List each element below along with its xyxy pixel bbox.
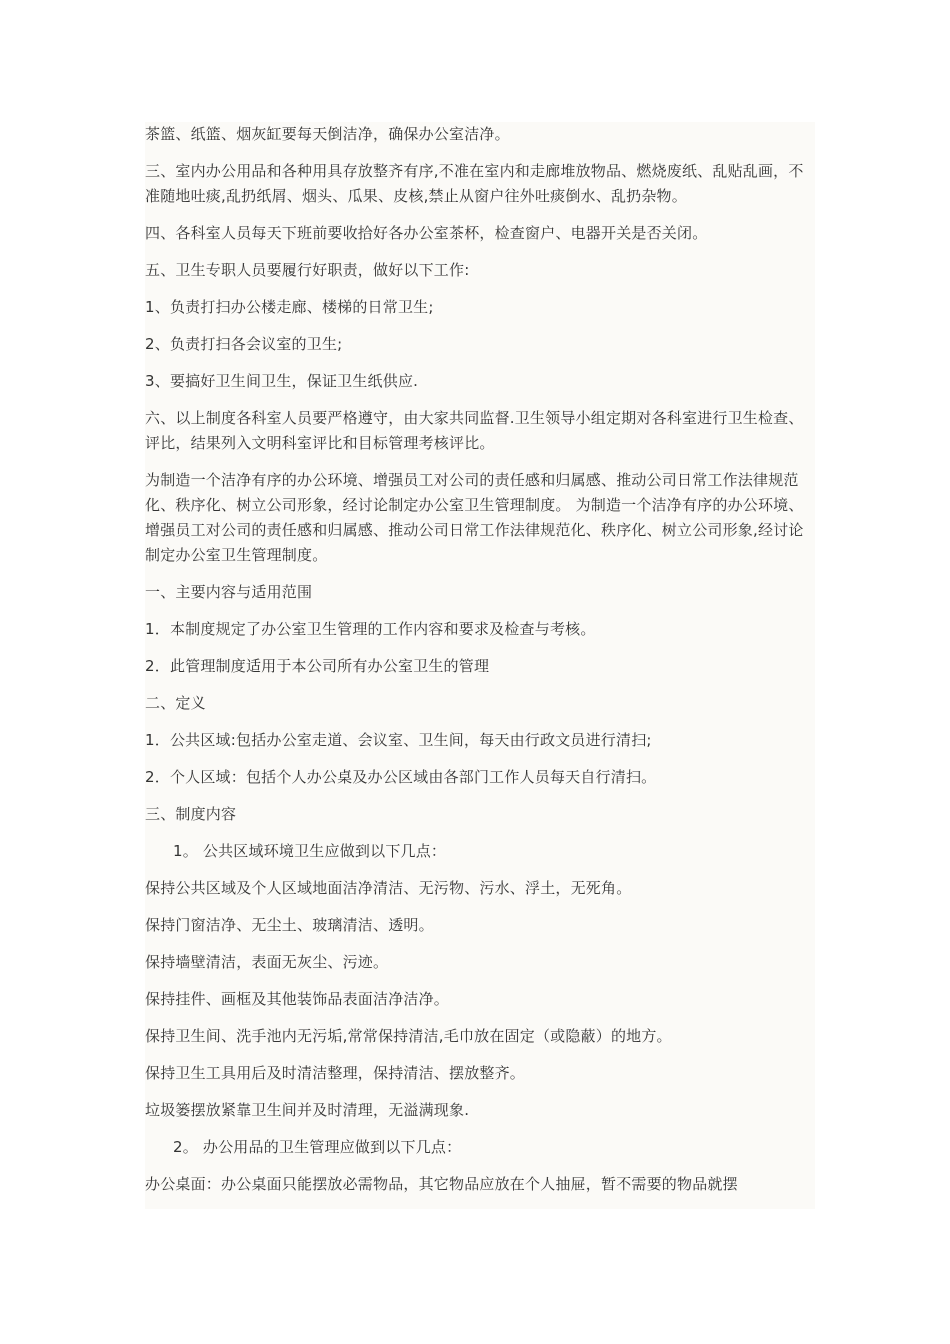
paragraph-13: 1．公共区域:包括办公室走道、会议室、卫生间，每天由行政文员进行清扫; bbox=[145, 731, 652, 749]
paragraph-20: 保持挂件、画框及其他装饰品表面洁净洁净。 bbox=[145, 990, 450, 1008]
paragraph-14: 2．个人区域：包括个人办公桌及办公区域由各部门工作人员每天自行清扫。 bbox=[145, 768, 657, 786]
paragraph-21: 保持卫生间、洗手池内无污垢,常常保持清洁,毛巾放在固定（或隐蔽）的地方。 bbox=[145, 1027, 672, 1045]
section-heading-2: 二、定义 bbox=[145, 694, 206, 712]
paragraph-10: 1．本制度规定了办公室卫生管理的工作内容和要求及检查与考核。 bbox=[145, 620, 596, 638]
paragraph-25: 办公桌面：办公桌面只能摆放必需物品，其它物品应放在个人抽屉，暂不需要的物品就摆 bbox=[145, 1175, 738, 1193]
section-heading-3: 三、制度内容 bbox=[145, 805, 237, 823]
paragraph-1: 三、室内办公用品和各种用具存放整齐有序,不准在室内和走廊堆放物品、燃烧废纸、乱贴乱画，不准随地吐痰,乱扔纸屑、烟头、瓜果、皮核,禁止从窗户往外吐痰倒水、乱扔杂物。 bbox=[145, 162, 804, 205]
paragraph-2: 四、各科室人员每天下班前要收拾好各办公室茶杯，检查窗户、电器开关是否关闭。 bbox=[145, 224, 708, 242]
paragraph-23: 垃圾篓摆放紧靠卫生间并及时清理，无溢满现象. bbox=[145, 1101, 470, 1119]
paragraph-6: 3、要搞好卫生间卫生，保证卫生纸供应. bbox=[145, 372, 419, 390]
paragraph-19: 保持墙壁清洁，表面无灰尘、污迹。 bbox=[145, 953, 389, 971]
paragraph-11: 2．此管理制度适用于本公司所有办公室卫生的管理 bbox=[145, 657, 490, 675]
paragraph-5: 2、负责打扫各会议室的卫生; bbox=[145, 335, 343, 353]
subheading-1: 1。 公共区域环境卫生应做到以下几点： bbox=[173, 842, 447, 860]
paragraph-0: 茶篮、纸篮、烟灰缸要每天倒洁净，确保办公室洁净。 bbox=[145, 125, 510, 143]
paragraph-7: 六、以上制度各科室人员要严格遵守，由大家共同监督.卫生领导小组定期对各科室进行卫生检查、评比，结果列入文明科室评比和目标管理考核评比。 bbox=[145, 409, 804, 452]
paragraph-3: 五、卫生专职人员要履行好职责，做好以下工作: bbox=[145, 261, 470, 279]
section-heading-1: 一、主要内容与适用范围 bbox=[145, 583, 313, 601]
paragraph-8: 为制造一个洁净有序的办公环境、增强员工对公司的责任感和归属感、推动公司日常工作法律规范化、秩序化、树立公司形象，经讨论制定办公室卫生管理制度。 为制造一个洁净有序的办公环境、增强员工对公司的责任感和归属感、推动公司日常工作法律规范化、秩序化、树立公司形象,经讨论制定办公室卫生管理制度。 bbox=[145, 471, 804, 564]
document-body bbox=[145, 122, 815, 1209]
paragraph-17: 保持公共区域及个人区域地面洁净清洁、无污物、污水、浮土，无死角。 bbox=[145, 879, 632, 897]
paragraph-22: 保持卫生工具用后及时清洁整理，保持清洁、摆放整齐。 bbox=[145, 1064, 526, 1082]
paragraph-4: 1、负责打扫办公楼走廊、楼梯的日常卫生; bbox=[145, 298, 434, 316]
paragraph-18: 保持门窗洁净、无尘土、玻璃清洁、透明。 bbox=[145, 916, 434, 934]
subheading-2: 2。 办公用品的卫生管理应做到以下几点： bbox=[173, 1138, 462, 1156]
